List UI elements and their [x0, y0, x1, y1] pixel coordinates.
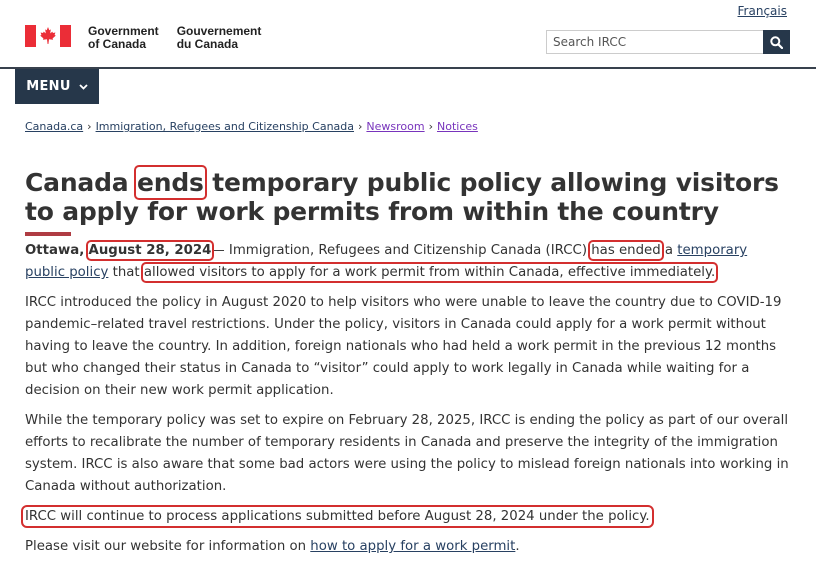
- title-highlight: ends: [136, 168, 204, 197]
- breadcrumb-separator-icon: ›: [428, 120, 434, 133]
- article-body: [25, 240, 790, 566]
- how-to-apply-link[interactable]: how to apply for a work permit: [310, 539, 516, 554]
- breadcrumb-ircc[interactable]: Immigration, Refugees and Citizenship Canada: [95, 120, 355, 133]
- breadcrumb-separator-icon: ›: [87, 120, 92, 133]
- brand-french: Gouvernement du Canada: [176, 24, 262, 51]
- paragraph-4: [25, 506, 790, 528]
- breadcrumb-newsroom[interactable]: Newsroom: [366, 120, 425, 133]
- canada-flag-icon: [25, 25, 71, 47]
- paragraph-3: While the temporary policy was set to expire on February 28, 2025, IRCC is ending the policy as part of our overall efforts to recalibrate the number of temporary residents in Canada and preserve the integrity of the immigration system. IRCC is also aware that some bad actors were using the policy to mislead foreign nationals into working in Canada without authorization.: [25, 413, 789, 494]
- paragraph-2: IRCC introduced the policy in August 2020 to help visitors who were unable to leave the country due to COVID-19 pandemic–related travel restrictions. Under the policy, visitors in Canada could apply for a work permit without having to leave the country. In addition, foreign nationals who had held a work permit in the previous 12 months but who changed their status in Canada to “visitor” could apply to work legally in Canada while waiting for a decision on their new work permit application.: [25, 295, 782, 398]
- title-underline: [25, 232, 71, 236]
- government-of-canada-signature[interactable]: [25, 25, 261, 51]
- menu-label: MENU: [26, 79, 71, 94]
- language-toggle-link[interactable]: Français: [737, 4, 787, 18]
- search-input[interactable]: [546, 30, 763, 54]
- paragraph-5-end: .: [515, 539, 520, 554]
- menu-button[interactable]: [15, 69, 99, 104]
- highlight-has-ended: has ended: [591, 243, 661, 258]
- search-icon: [770, 36, 783, 49]
- dateline-date: August 28, 2024: [88, 243, 212, 258]
- chevron-down-icon: [79, 79, 88, 94]
- site-search: [546, 30, 790, 54]
- paragraph-lead: [25, 240, 790, 284]
- paragraph-5: [25, 536, 790, 558]
- header-divider: [0, 67, 816, 69]
- breadcrumb: [25, 120, 478, 133]
- highlight-allowed-visitors: allowed visitors to apply for a work permit from within Canada, effective immediately.: [143, 265, 716, 280]
- breadcrumb-separator-icon: ›: [358, 120, 363, 133]
- lead-text-1: — Immigration, Refugees and Citizenship Canada (IRCC): [211, 243, 588, 258]
- search-button[interactable]: [763, 30, 790, 54]
- page-title: Canada ends temporary public policy allowing visitors to apply for work permits from within the country: [25, 168, 779, 226]
- breadcrumb-canada-ca[interactable]: Canada.ca: [25, 120, 84, 133]
- lead-text-3: that: [112, 265, 140, 280]
- paragraph-5-text: Please visit our website for information on: [25, 539, 307, 554]
- highlight-continue-processing: IRCC will continue to process applications submitted before August 28, 2024 under the policy.: [25, 509, 650, 524]
- lead-text-2: a: [664, 243, 674, 258]
- temporary-public-policy-link[interactable]: temporary public policy: [25, 243, 748, 280]
- breadcrumb-notices[interactable]: Notices: [437, 120, 478, 133]
- brand-english: Government of Canada: [88, 24, 159, 51]
- dateline-city: Ottawa,: [25, 243, 85, 258]
